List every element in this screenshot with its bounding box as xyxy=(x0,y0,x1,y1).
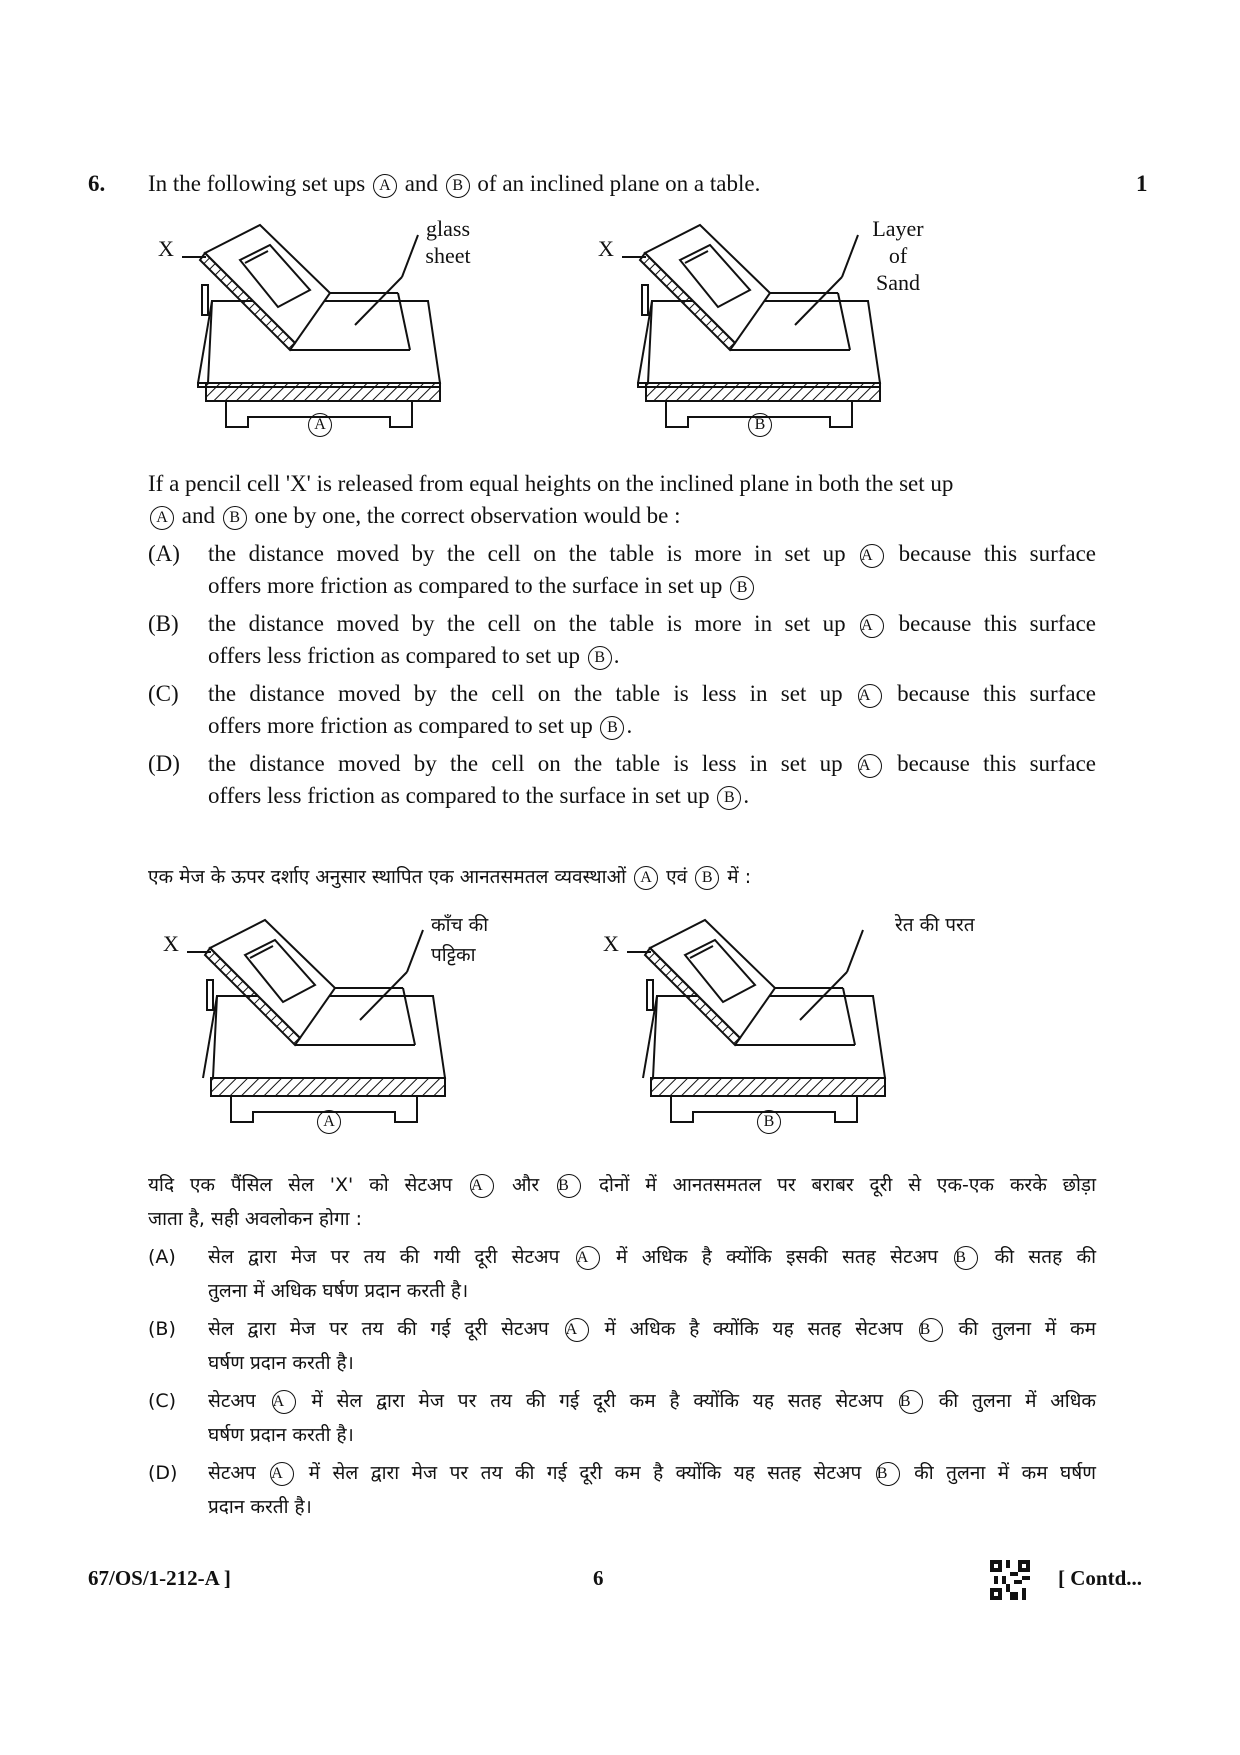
option-hi-d: (D) सेटअप A में सेल द्वारा मेज पर तय की गई दूरी कम है क्योंकि यह सतह सेटअप B की तुलना में कम घर्षण प्रदान करती है। xyxy=(148,1462,1096,1518)
circle-a-label: A xyxy=(373,174,397,198)
setup-b-marker: B xyxy=(748,413,772,437)
setup-a-marker: A xyxy=(308,413,332,437)
page-number: 6 xyxy=(593,1566,604,1590)
diagram-hi-b: X रेत की परत B xyxy=(595,910,1015,1145)
continued-label: [ Contd... xyxy=(1058,1566,1143,1590)
x-label: X xyxy=(158,236,174,261)
option-hi-a: (A) सेल द्वारा मेज पर तय की गयी दूरी सेटअप A में अधिक है क्योंकि इसकी सतह सेटअप B की सतह की तुलना में अधिक घर्षण प्रदान करती है। xyxy=(148,1246,1096,1302)
options-hi xyxy=(148,1240,1096,1524)
options-en xyxy=(148,538,1096,812)
inclined-plane-figure-hi-b xyxy=(595,910,1015,1145)
question-stem-en: If a pencil cell 'X' is released from equal heights on the inclined plane in both the set up A and B one by one, the correct observation would be : xyxy=(148,471,954,528)
question-intro-en: In the following set ups A and B of an inclined plane on a table. xyxy=(148,171,761,196)
sand-layer-label-hi: रेत की परत xyxy=(895,914,975,936)
paper-code: 67/OS/1-212-A ] xyxy=(88,1566,231,1590)
diagram-en-a xyxy=(150,215,490,445)
question-number: 6. xyxy=(88,171,106,196)
question-stem-hi: यदि एक पैंसिल सेल 'X' को सेटअप A और B दोनों में आनतसमतल पर बराबर दूरी से एक-एक करके छोड़ा जाता है, सही अवलोकन होगा : xyxy=(148,1174,1096,1230)
question-marks: 1 xyxy=(1136,171,1148,196)
glass-sheet-label: glass sheet xyxy=(425,216,471,268)
option-en-c: (C) the distance moved by the cell on the table is less in set up A because this surface offers more friction as compared to set up B . xyxy=(148,681,1096,738)
x-label: X xyxy=(163,931,179,956)
option-hi-b: (B) सेल द्वारा मेज पर तय की गई दूरी सेटअप A में अधिक है क्योंकि यह सतह सेटअप B की तुलना में कम घर्षण प्रदान करती है। xyxy=(148,1318,1096,1374)
x-label: X xyxy=(598,236,614,261)
option-hi-c: (C) सेटअप A में सेल द्वारा मेज पर तय की गई दूरी कम है क्योंकि यह सतह सेटअप B की तुलना में अधिक घर्षण प्रदान करती है। xyxy=(148,1390,1096,1446)
option-en-d: (D) the distance moved by the cell on the table is less in set up A because this surface offers less friction as compared to the surface in set up B . xyxy=(148,751,1096,808)
diagram-en-b xyxy=(590,215,950,445)
circle-b-label: B xyxy=(446,174,470,198)
x-label: X xyxy=(603,931,619,956)
option-en-b: (B) the distance moved by the cell on the table is more in set up A because this surface offers less friction as compared to set up B . xyxy=(148,611,1097,668)
question-intro-hi: एक मेज के ऊपर दर्शाए अनुसार स्थापित एक आनतसमतल व्यवस्थाओं A एवं B में : xyxy=(148,866,752,888)
layer-of-sand-label: Layer of Sand xyxy=(872,216,924,295)
glass-strip-label-hi: काँच की पट्टिका xyxy=(431,914,489,966)
qr-code-icon xyxy=(990,1560,1030,1600)
diagram-hi-a: X काँच की पट्टिका A xyxy=(155,910,535,1145)
option-en-a: (A) the distance moved by the cell on the table is more in set up A because this surface offers more friction as compared to the surface in set up B xyxy=(148,541,1097,598)
